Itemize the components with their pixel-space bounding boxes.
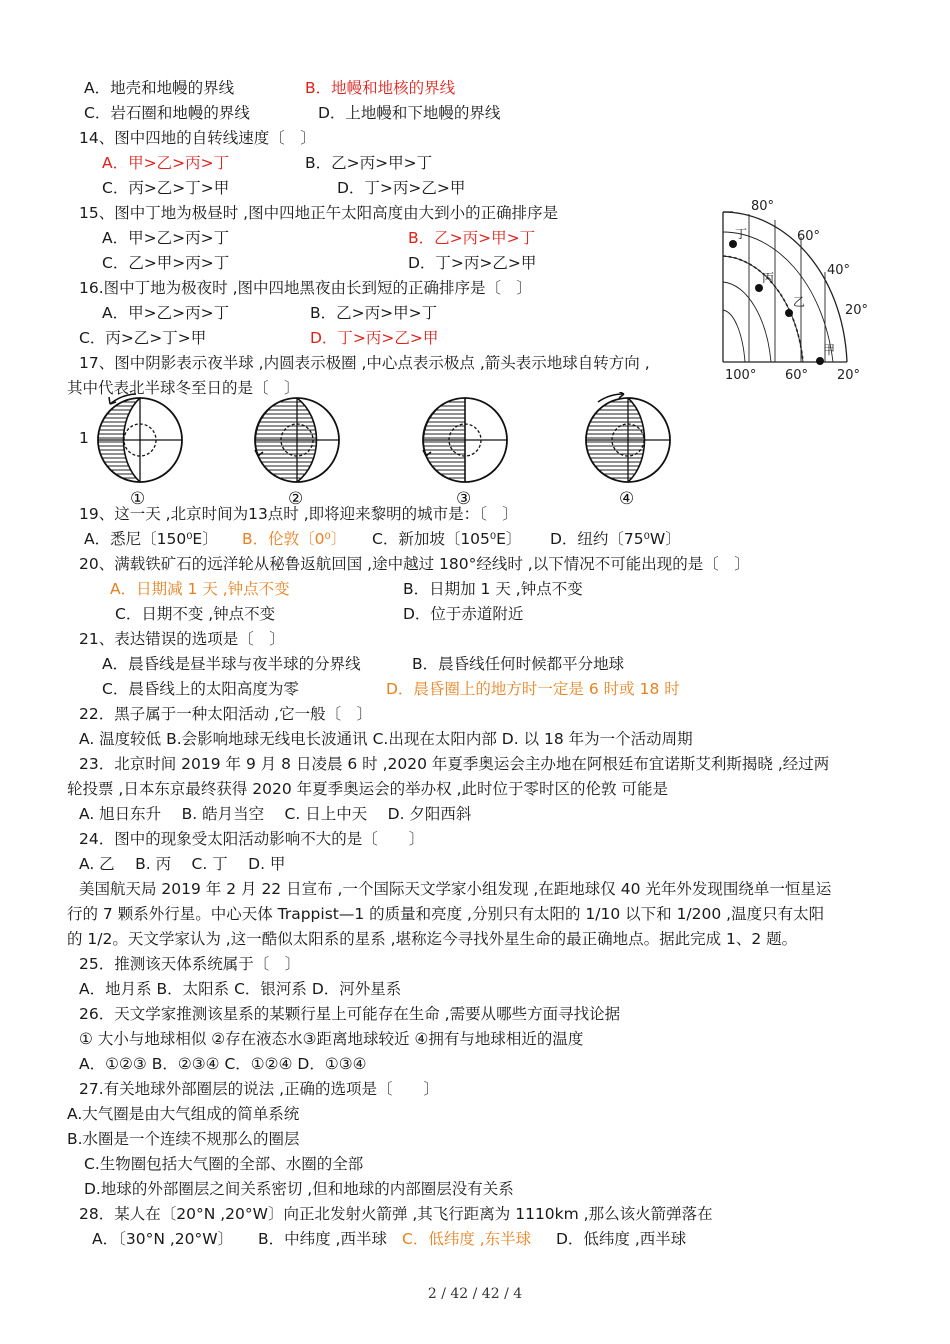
point-jia: [816, 357, 824, 365]
q15-option-a: A．甲>乙>丙>丁: [102, 229, 230, 247]
q14-question: 14、图中四地的自转线速度〔 〕: [79, 129, 316, 147]
q20-option-c: C．日期不变 ,钟点不变: [115, 605, 276, 623]
lat-60-label: 60°: [797, 229, 821, 244]
q28-option-a: A．〔30°N ,20°W〕: [92, 1230, 234, 1248]
q16-option-a: A．甲>乙>丙>丁: [102, 304, 230, 322]
q14-option-c: C．丙>乙>丁>甲: [102, 179, 230, 197]
label-yi: 乙: [793, 295, 806, 309]
q19-option-b-answer: B．伦敦〔0⁰〕: [242, 530, 347, 548]
q22-question: 22．黑子属于一种太阳活动 ,它一般〔 〕: [79, 705, 373, 723]
passage-line-2: 行的 7 颗系外行星。中心天体 Trappist—1 的质量和亮度 ,分别只有太阳的 1/10 以下和 1/200 ,温度只有太阳: [67, 905, 825, 923]
q16-option-d-answer: D．丁>丙>乙>甲: [310, 329, 439, 347]
q26-options: A．①②③ B．②③④ C．①②④ D．①③④: [79, 1055, 367, 1073]
q13-option-c: C．岩石圈和地幔的界线: [84, 104, 250, 122]
passage-line-3: 的 1/2。天文学家认为 ,这一酷似太阳系的星系 ,堪称迄今寻找外星生命的最正确地点。据此完成 1、2 题。: [67, 930, 798, 948]
q19-option-d: D．纽约〔75⁰W〕: [550, 530, 681, 548]
q26-question: 26．天文学家推测该星系的某颗行星上可能存在生命 ,需要从哪些方面寻找论据: [79, 1005, 621, 1023]
q27-option-c: C.生物圈包括大气圈的全部、水圈的全部: [84, 1155, 364, 1173]
q26-items: ① 大小与地球相似 ②存在液态水③距离地球较近 ④拥有与地球相近的温度: [79, 1030, 584, 1048]
q16-option-c: C．丙>乙>丁>甲: [79, 329, 207, 347]
q15-question: 15、图中丁地为极昼时 ,图中四地正午太阳高度由大到小的正确排序是: [79, 204, 559, 222]
point-yi: [785, 309, 793, 317]
globe-3-label: ③: [456, 489, 472, 509]
globe-3: [423, 398, 507, 509]
q23-question-cont: 轮投票 ,日本东京最终获得 2020 年夏季奥运会的举办权 ,此时位于零时区的伦敦 可能是: [67, 780, 668, 798]
lon-100-label: 100°: [725, 368, 757, 383]
q20-option-b: B．日期加 1 天 ,钟点不变: [403, 580, 583, 598]
page-number: 2 / 42 / 42 / 4: [427, 1286, 523, 1302]
q14-option-a-answer: A．甲>乙>丙>丁: [102, 154, 230, 172]
q25-options: A．地月系 B．太阳系 C．银河系 D．河外星系: [79, 980, 402, 998]
q20-option-d: D．位于赤道附近: [403, 605, 524, 623]
q28-question: 28．某人在〔20°N ,20°W〕向正北发射火箭弹 ,其飞行距离为 1110km ,那么该火箭弹落在: [79, 1205, 713, 1223]
q24-options: A. 乙 B. 丙 C. 丁 D. 甲: [79, 855, 286, 873]
q21-option-a: A．晨昏线是昼半球与夜半球的分界线: [102, 655, 361, 673]
point-bing: [755, 284, 763, 292]
q18-number-fragment: 1: [79, 429, 89, 447]
q13-option-a: A．地壳和地幔的界线: [84, 79, 235, 97]
q27-option-a: A.大气圈是由大气组成的简单系统: [67, 1105, 300, 1123]
q20-option-a-answer: A．日期减 1 天 ,钟点不变: [110, 580, 290, 598]
q14-option-d: D．丁>丙>乙>甲: [337, 179, 466, 197]
globe-1-label: ①: [130, 489, 146, 509]
globe-1: [98, 394, 182, 509]
label-ding: 丁: [735, 227, 748, 241]
q23-options: A. 旭日东升 B. 皓月当空 C. 日上中天 D. 夕阳西斜: [79, 805, 472, 823]
lon-20-label: 20°: [837, 368, 861, 383]
latitude-longitude-map: [705, 192, 885, 384]
q21-option-c: C．晨昏线上的太阳高度为零: [102, 680, 299, 698]
q27-option-d: D.地球的外部圈层之间关系密切 ,但和地球的内部圈层没有关系: [84, 1180, 514, 1198]
globes-figure: [90, 392, 690, 510]
q21-option-d-answer: D．晨昏圈上的地方时一定是 6 时或 18 时: [386, 680, 680, 698]
q25-question: 25．推测该天体系统属于〔 〕: [79, 955, 301, 973]
q21-question: 21、表达错误的选项是〔 〕: [79, 630, 285, 648]
lat-20-label: 20°: [845, 303, 869, 318]
point-ding: [729, 240, 737, 248]
q19-question: 19、这一天 ,北京时间为13点时 ,即将迎来黎明的城市是：〔 〕: [79, 505, 518, 523]
q13-option-b-answer: B．地幔和地核的界线: [305, 79, 456, 97]
q17-question-cont: 其中代表北半球冬至日的是〔 〕: [67, 379, 300, 397]
q27-question: 27.有关地球外部圈层的说法 ,正确的选项是〔 〕: [79, 1080, 440, 1098]
globe-4: [586, 392, 670, 509]
q14-option-b: B．乙>丙>甲>丁: [305, 154, 433, 172]
q19-option-c: C．新加坡〔105⁰E〕: [372, 530, 522, 548]
label-jia: 甲: [823, 343, 836, 357]
q22-options: A. 温度较低 B.会影响地球无线电长波通讯 C.出现在太阳内部 D. 以 18 年为一个活动周期: [79, 730, 693, 748]
label-bing: 丙: [762, 271, 775, 285]
q27-option-b: B.水圈是一个连续不规那么的圈层: [67, 1130, 300, 1148]
lat-80-label: 80°: [751, 199, 775, 214]
q16-option-b: B．乙>丙>甲>丁: [310, 304, 438, 322]
q28-option-c-answer: C．低纬度 ,东半球: [402, 1230, 532, 1248]
q20-question: 20、满载铁矿石的远洋轮从秘鲁返航回国 ,途中越过 180°经线时 ,以下情况不可能出现的是〔 〕: [79, 555, 750, 573]
lon-60-label: 60°: [785, 368, 809, 383]
q13-option-d: D．上地幔和下地幔的界线: [318, 104, 501, 122]
q16-question: 16.图中丁地为极夜时 ,图中四地黑夜由长到短的正确排序是〔 〕: [79, 279, 533, 297]
passage-line-1: 美国航天局 2019 年 2 月 22 日宣布 ,一个国际天文学家小组发现 ,在距地球仅 40 光年外发现围绕单一恒星运: [79, 880, 832, 898]
globe-2: [255, 398, 339, 509]
globe-2-label: ②: [288, 489, 304, 509]
lat-40-label: 40°: [827, 263, 851, 278]
q15-option-d: D．丁>丙>乙>甲: [408, 254, 537, 272]
q28-option-b: B．中纬度 ,西半球: [258, 1230, 387, 1248]
q15-option-c: C．乙>甲>丙>丁: [102, 254, 230, 272]
q15-option-b-answer: B．乙>丙>甲>丁: [408, 229, 536, 247]
q23-question: 23．北京时间 2019 年 9 月 8 日凌晨 6 时 ,2020 年夏季奥运会主办地在阿根廷布宜诺斯艾利斯揭晓 ,经过两: [79, 755, 830, 773]
q24-question: 24．图中的现象受太阳活动影响不大的是〔 〕: [79, 830, 425, 848]
q17-question: 17、图中阴影表示夜半球 ,内圆表示极圈 ,中心点表示极点 ,箭头表示地球自转方向 ,: [79, 354, 650, 372]
q19-option-a: A．悉尼〔150⁰E〕: [84, 530, 218, 548]
q28-option-d: D．低纬度 ,西半球: [556, 1230, 687, 1248]
globe-4-label: ④: [619, 489, 635, 509]
q21-option-b: B．晨昏线任何时候都平分地球: [412, 655, 625, 673]
